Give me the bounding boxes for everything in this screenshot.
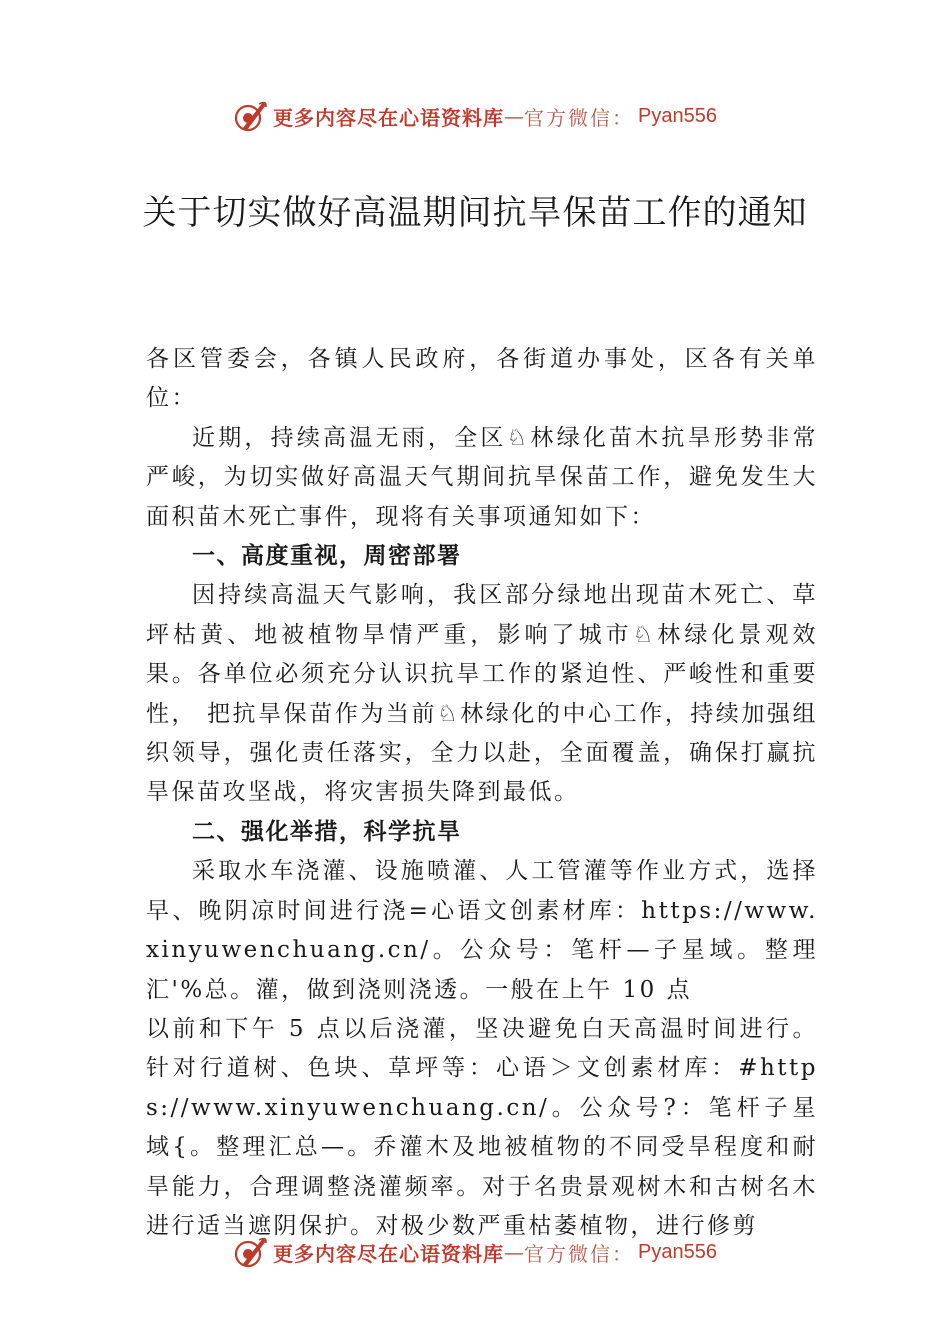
watermark-wechat-label: 官方微信： xyxy=(524,105,635,130)
quill-seal-logo-icon xyxy=(233,98,269,134)
section-2-paragraph-part-2: 以前和下午 5 点以后浇灌，坚决避免白天高温时间进行。针对行道树、色块、草坪等：心语＞文创素材库：#https://www.xinyuwenchuang.cn/。公众号?：笔杆子星域{。整理汇总—。乔灌木及地被植物的不同受旱程度和耐旱能力，合理调整浇灌频率。对于名贵景观树木和古树名木进行适当遮阴保护。对极少数严重枯萎植物，进行修剪 xyxy=(146,1015,818,1239)
document-title: 关于切实做好高温期间抗旱保苗工作的通知 xyxy=(142,193,808,233)
section-1-heading: 一、高度重视，周密部署 xyxy=(192,543,462,570)
section-1-paragraph: 因持续高温天气影响，我区部分绿地出现苗木死亡、草坪枯黄、地被植物旱情严重，影响了城市♘林绿化景观效果。各单位必须充分认识抗旱工作的紧迫性、严峻性和重要性， 把抗旱保苗作为当前♘林绿化的中心工作，持续加强组织领导，强化责任落实，全力以赴，全面覆盖，确保打赢抗旱保苗攻坚战，将灾害损失降到最低。 xyxy=(146,582,818,806)
watermark-banner-bottom xyxy=(0,1232,950,1272)
quill-seal-logo-icon xyxy=(233,1234,269,1270)
watermark-brand-text: 更多内容尽在心语资料库 xyxy=(273,1241,505,1266)
section-2-paragraph-part-1: 采取水车浇灌、设施喷灌、人工管灌等作业方式，选择早、晚阴凉时间进行浇=心语文创素材库：https://www.xinyuwenchuang.cn/。公众号：笔杆—子星域。整理汇'%总。灌，做到浇则浇透。一般在上午 10 点 xyxy=(146,858,818,1003)
watermark-account-id: Pyan556 xyxy=(638,1240,717,1263)
section-2-heading: 二、强化举措，科学抗旱 xyxy=(192,818,462,845)
watermark-account-id: Pyan556 xyxy=(638,104,717,127)
watermark-brand-text: 更多内容尽在心语资料库 xyxy=(273,105,505,130)
intro-paragraph: 近期，持续高温无雨，全区♘林绿化苗木抗旱形势非常严峻，为切实做好高温天气期间抗旱保苗工作，避免发生大面积苗木死亡事件，现将有关事项通知如下： xyxy=(146,424,818,530)
watermark-wechat-label: 官方微信： xyxy=(524,1241,635,1266)
watermark-dash: — xyxy=(504,1240,525,1264)
salutation-paragraph: 各区管委会，各镇人民政府，各街道办事处，区各有关单位： xyxy=(146,346,818,412)
watermark-banner-top xyxy=(0,96,950,136)
watermark-dash: — xyxy=(504,104,525,128)
document-body xyxy=(146,340,818,1246)
